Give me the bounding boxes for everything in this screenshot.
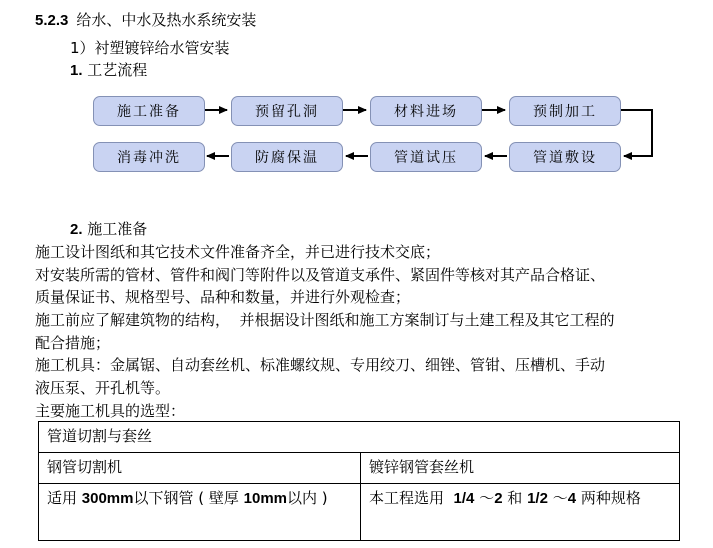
- cell-number: 4: [567, 490, 577, 507]
- flow-step-reserved-holes: 预留孔洞: [231, 96, 343, 126]
- body-line: 施工机具：金属锯、自动套丝机、标准螺纹规、专用绞刀、细锉、管钳、压槽机、手动: [35, 356, 606, 375]
- cell-text: 两种规格: [576, 489, 641, 507]
- process-flow-number: 1.: [70, 62, 83, 79]
- flow-step-anticorrosion: 防腐保温: [231, 142, 343, 172]
- process-flowchart: [0, 93, 713, 178]
- process-flow-text: 工艺流程: [87, 61, 148, 79]
- prep-section-label: [70, 218, 147, 239]
- cell-number: 1/4: [453, 490, 475, 507]
- cell-text: 以内 ): [287, 489, 328, 507]
- table-cell-threading-spec: [361, 484, 680, 541]
- table-row: [39, 453, 680, 484]
- body-paragraphs: [35, 241, 615, 423]
- cell-text: 以下钢管 ( 壁厚: [133, 489, 244, 507]
- flow-step-prefabrication: 预制加工: [509, 96, 621, 126]
- body-line: 配合措施；: [35, 333, 111, 352]
- prep-section-number: 2.: [70, 221, 83, 238]
- elbow-connector-arrow: [620, 110, 652, 156]
- body-line: 对安装所需的管材、管件和阀门等附件以及管道支承件、紧固件等核对其产品合格证、: [35, 265, 606, 284]
- cell-number: 2: [494, 490, 503, 507]
- table-row: [39, 484, 680, 541]
- section-heading: [35, 9, 256, 30]
- section-number: 5.2.3: [35, 12, 69, 29]
- flow-step-pipe-laying: 管道敷设: [509, 142, 621, 172]
- flow-step-construction-prep: 施工准备: [93, 96, 205, 126]
- body-line: 施工设计图纸和其它技术文件准备齐全，并已进行技术交底；: [35, 243, 441, 261]
- flow-step-disinfect-flush: 消毒冲洗: [93, 142, 205, 172]
- body-line: 液压泵、开孔机等。: [35, 379, 171, 398]
- process-flow-label: [70, 59, 147, 80]
- flow-step-pressure-test: 管道试压: [370, 142, 482, 172]
- table-header-threading-machine: 镀锌钢管套丝机: [361, 453, 680, 484]
- section-title: 给水、中水及热水系统安装: [76, 11, 257, 29]
- cell-text: 本工程选用: [369, 489, 454, 507]
- cell-text: 和: [502, 489, 528, 507]
- cell-number: 10mm: [243, 490, 288, 507]
- cell-text: ～: [474, 489, 495, 507]
- flow-step-material-arrival: 材料进场: [370, 96, 482, 126]
- cell-number: 1/2: [527, 490, 548, 507]
- table-cell-cutter-spec: [39, 484, 361, 541]
- cell-number: 300mm: [81, 490, 134, 507]
- body-line: 施工前应了解建筑物的结构， 并根据设计图纸和施工方案制订与土建工程及其它工程的: [35, 311, 615, 330]
- tool-selection-table: [38, 421, 680, 541]
- table-row: [39, 422, 680, 453]
- table-caption-cell: 管道切割与套丝: [39, 422, 680, 453]
- prep-section-text: 施工准备: [87, 220, 148, 238]
- cell-text: 适用: [47, 489, 82, 507]
- body-line: 质量保证书、规格型号、品种和数量，并进行外观检查；: [35, 288, 411, 307]
- subsection-heading: 1）衬塑镀锌给水管安装: [70, 39, 230, 57]
- cell-text: ～: [547, 489, 568, 507]
- body-line: 主要施工机具的选型：: [35, 401, 186, 420]
- table-header-pipe-cutter: 钢管切割机: [39, 453, 361, 484]
